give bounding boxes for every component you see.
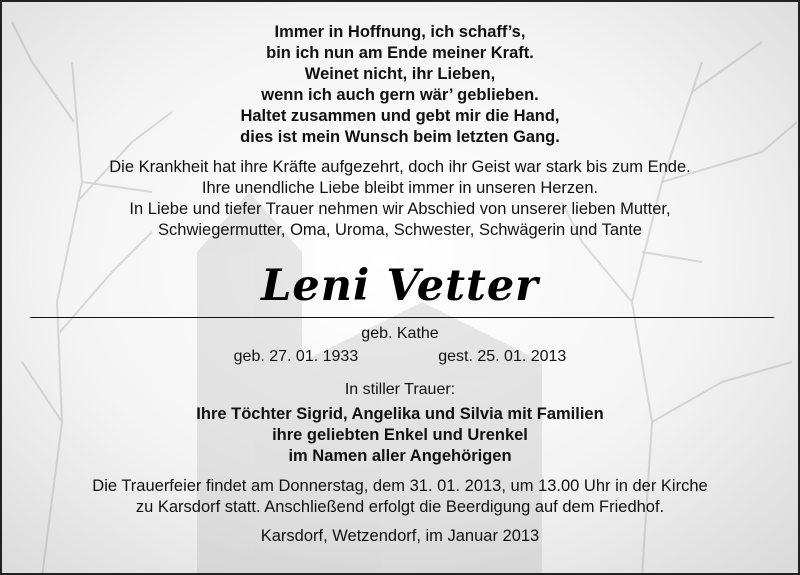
death-date: gest. 25. 01. 2013	[438, 348, 567, 365]
maiden-name: geb. Kathe	[361, 325, 439, 342]
name-divider	[30, 317, 774, 318]
birth-date: geb. 27. 01. 1933	[233, 348, 359, 365]
intro-text	[2, 157, 798, 241]
funeral-info	[2, 476, 798, 518]
intro-line: In Liebe und tiefer Trauer nehmen wir Abschied von unserer lieben Mutter,	[129, 200, 671, 218]
poem-line: wenn ich auch gern wär’ geblieben.	[261, 86, 539, 104]
poem-line: Haltet zusammen und gebt mir die Hand,	[240, 107, 560, 125]
poem-line: Immer in Hoffnung, ich schaff’s,	[274, 23, 526, 41]
mourner-line: Ihre Töchter Sigrid, Angelika und Silvia mit Familien	[196, 405, 604, 423]
funeral-line: zu Karsdorf statt. Anschließend erfolgt die Beerdigung auf dem Friedhof.	[135, 498, 665, 516]
mourners-list	[2, 404, 798, 467]
poem-line: bin ich nun am Ende meiner Kraft.	[266, 44, 534, 62]
mourning-label: In stiller Trauer:	[344, 381, 456, 398]
poem-verse	[2, 22, 798, 148]
funeral-line: Die Trauerfeier findet am Donnerstag, dem 31. 01. 2013, um 13.00 Uhr in der Kirche	[92, 477, 708, 495]
intro-line: Ihre unendliche Liebe bleibt immer in unseren Herzen.	[201, 179, 599, 197]
intro-line: Schwiegermutter, Oma, Uroma, Schwester, Schwägerin und Tante	[158, 221, 642, 239]
intro-line: Die Krankheit hat ihre Kräfte aufgezehrt, doch ihr Geist war stark bis zum Ende.	[109, 158, 691, 176]
poem-line: dies ist mein Wunsch beim letzten Gang.	[240, 128, 560, 146]
poem-line: Weinet nicht, ihr Lieben,	[304, 65, 496, 83]
life-dates	[2, 346, 798, 368]
deceased-name: Leni Vetter	[261, 261, 539, 311]
mourner-line: im Namen aller Angehörigen	[288, 447, 512, 465]
place-and-date: Karsdorf, Wetzendorf, im Januar 2013	[260, 527, 540, 545]
mourner-line: ihre geliebten Enkel und Urenkel	[272, 426, 528, 444]
